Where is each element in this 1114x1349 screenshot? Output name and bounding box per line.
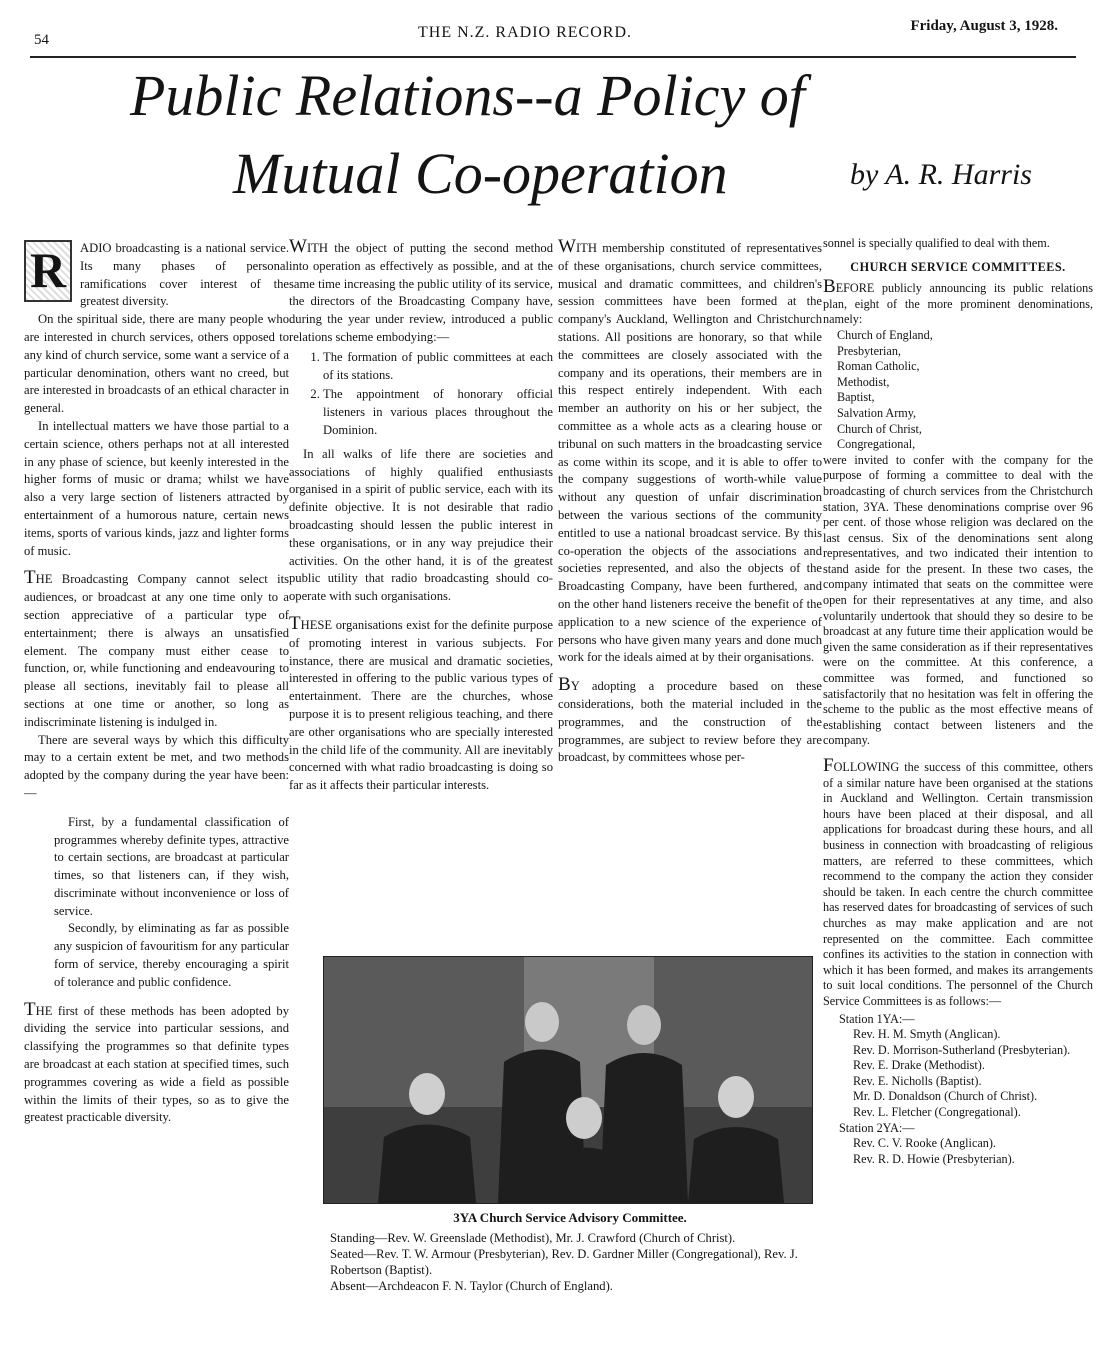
- list-item: Presbyterian,: [837, 343, 901, 358]
- list-item: Mr. D. Donaldson (Church of Christ).: [853, 1089, 1038, 1104]
- paragraph: THESE organisations exist for the definite purpose of promoting interest in various subjects. For instance, there are musical and dramatic societies, interested in offering to the public various types of entertainment. There are the churches, whose purpose it is to present religious teaching, and there are other organisations who are specially interested in the child life of the community. All are inevitably concerned with what radio broadcasting is doing so far as it affects their particular interests.: [289, 612, 553, 793]
- list-item: Baptist,: [837, 390, 875, 405]
- paragraph: BY adopting a procedure based on these considerations, both the material included in the programmes, and the construction of the programmes, are subject to review before they are broadcast, by committees whose per-: [558, 674, 822, 765]
- headline-line-2: Mutual Co-operation: [233, 141, 728, 206]
- issue-date: Friday, August 3, 1928.: [910, 18, 1058, 34]
- list-item: Rev. E. Drake (Methodist).: [853, 1058, 985, 1073]
- list-item: Rev. R. D. Howie (Presbyterian).: [853, 1151, 1015, 1166]
- paragraph: In intellectual matters we have those partial to a certain science, others perhaps not at all interested in any phase of science, but keenly interested in the higher forms of music or drama; whilst we have also a very large section of listeners attracted by entertainment of a humorous nature, certain news items, sports of various kinds, jazz and lighter forms of music.: [24, 418, 289, 558]
- paragraph: THE first of these methods has been adopted by dividing the service into particular sessions, and classifying the programmes so that definite types are broadcast at each station at specified times, such programmes covering as wide a field as possible within the limits of their types, so as to give the greatest practicable diversity.: [24, 998, 289, 1125]
- photo-caption: [330, 1230, 810, 1294]
- paragraph: WITH the object of putting the second method into operation as effectively as possible, and at the same time increasing the public utility of its service, the directors of the Broadcasting Company have, during the year under review, introduced a public relations scheme embodying:—: [289, 236, 553, 344]
- list-item: Rev. D. Morrison-Sutherland (Presbyterian).: [853, 1042, 1071, 1057]
- list-item: Rev. C. V. Rooke (Anglican).: [853, 1136, 996, 1151]
- photo-caption-title: 3YA Church Service Advisory Committee.: [453, 1210, 687, 1225]
- paragraph: WITH membership constituted of representatives of these organisations, church service committees, musical and dramatic committees, and children's session committees have been formed at the company's Auckland, Wellington and Christchurch stations. All positions are honorary, so that while the committees are closely associated with the company and its operations, their members are in this respect entirely independent. With each member an authority on his or her subject, the committee as a whole acts as a clearing house or tribunal on such matters in the broadcasting service as come within its scope, and it is able to offer to the company suggestions of worth-while value without any question of unfair discrimination between the various sections of the community entitled to use a national broadcast service. By this co-operation the objects of the associations and societies represented, and also the objects of the Broadcasting Company, have been furthered, and on the other hand listeners receive the benefit of the application to a new science of the experience of persons who have given many years and done much work for the ideals aimed at by their organisations.: [558, 236, 822, 665]
- list-item: Congregational,: [837, 437, 916, 452]
- paragraph: Secondly, by eliminating as far as possible any suspicion of favouritism for any particular form of service, thereby encouraging a spirit of tolerance and public confidence.: [54, 921, 289, 989]
- caption-standing: Standing—Rev. W. Greenslade (Methodist), Mr. J. Crawford (Church of Christ).: [330, 1231, 736, 1245]
- paragraph: sonnel is specially qualified to deal with them.: [823, 236, 1050, 250]
- section-heading: CHURCH SERVICE COMMITTEES.: [850, 259, 1066, 274]
- column-1: [24, 240, 289, 1127]
- station-label: Station 2YA:—: [839, 1120, 915, 1135]
- station-1ya-list: [853, 1027, 1093, 1121]
- paragraph: In all walks of life there are societies and associations of highly qualified enthusiasts organised in a spirit of public service, each with its definite objective. It is not desirable that radio broadcasting should lessen the public interest in these organisations, or in any way prejudice their activities. On the other hand, it is of the greatest public utility that radio broadcasting should co-operate with such organisations.: [289, 446, 553, 604]
- station-label: Station 1YA:—: [839, 1011, 915, 1026]
- list-item: Rev. H. M. Smyth (Anglican).: [853, 1027, 1001, 1042]
- page-number: 54: [34, 32, 49, 48]
- column-4: [823, 236, 1093, 1167]
- caption-seated: Seated—Rev. T. W. Armour (Presbyterian), Rev. D. Gardner Miller (Congregational), Rev. J. Robertson (Baptist).: [330, 1247, 798, 1277]
- publication-name: THE N.Z. RADIO RECORD.: [418, 24, 632, 41]
- page-header: [0, 18, 1114, 48]
- list-item: Church of England,: [837, 327, 933, 342]
- paragraph: First, by a fundamental classification of programmes whereby definite types, attractive to certain sections, are broadcast at particular times, so that listeners can, if they wish, discriminate without inconvenience or loss of service.: [54, 814, 289, 918]
- paragraph: BEFORE publicly announcing its public relations plan, eight of the more prominent denominations, namely:: [823, 276, 1093, 327]
- column-3: [558, 236, 822, 767]
- list-item: Rev. L. Fletcher (Congregational).: [853, 1105, 1021, 1120]
- header-rule: [30, 56, 1076, 58]
- list-item: Methodist,: [837, 374, 890, 389]
- list-item: 2. The appointment of honorary official listeners in various places throughout the Dominion.: [323, 386, 553, 439]
- station-2ya-list: [853, 1136, 1093, 1167]
- byline: by A. R. Harris: [850, 158, 1032, 191]
- paragraph: were invited to confer with the company for the purpose of forming a committee to deal with the broadcasting of church services from the Christchurch station, 3YA. These denominations comprise over 96 per cent. of those whose religion was declared on the last census. Six of the denominations sent along representatives, and two indicated their intention to stand aside for the present. In these two cases, the company intimated that seats on the committee were open for their representatives at any time, and also voluntarily undertook that should they so desire to be broadcast at any future time their application would be given the same consideration as if their representatives were on the committee. At this conference, a committee was formed, and functioned so satisfactorily that no hesitation was felt in offering the scheme to the public as the most effective means of establishing contact between listeners and the company.: [823, 452, 1093, 748]
- numbered-list: [289, 349, 553, 440]
- list-item: 1. The formation of public committees at each of its stations.: [323, 349, 553, 385]
- denomination-list: [837, 328, 1093, 453]
- list-item: Church of Christ,: [837, 421, 922, 436]
- paragraph: FOLLOWING the success of this committee, others of a similar nature have been organised at the stations in Auckland and Wellington. Certain transmission hours have been placed at their disposal, and all applications for broadcast during these hours, and all business in connection with broadcasting of religious matters, are referred to these committees, which recommend to the company the action they consider should be taken. In each centre the church committee has reserved dates for broadcasting of services of such churches as may make application and are not represented on the committee. Each committee confines its activities to the station in connection with which it has been formed, and makes its arrangements to suit local conditions. The personnel of the Church Service Committees is as follows:—: [823, 755, 1093, 1008]
- paragraph: On the spiritual side, there are many people who are interested in church services, others opposed to any kind of church service, some want a service of a particular denomination, others want no creed, but are interested in broadcasts of an ethical character in general.: [24, 312, 289, 416]
- list-item: Salvation Army,: [837, 405, 917, 420]
- drop-cap: R: [24, 240, 72, 302]
- committee-photo: [323, 956, 813, 1204]
- caption-absent: Absent—Archdeacon F. N. Taylor (Church of England).: [330, 1279, 613, 1293]
- headline-line-1: Public Relations--a Policy of: [130, 63, 805, 128]
- list-item: Rev. E. Nicholls (Baptist).: [853, 1073, 982, 1088]
- list-item: Roman Catholic,: [837, 359, 920, 374]
- column-2: [289, 236, 553, 795]
- paragraph: R ADIO broadcasting is a national service. Its many phases of personal ramifications cover interest of the greatest diversity.: [24, 240, 289, 311]
- paragraph: THE Broadcasting Company cannot select its audiences, or broadcast at any one time only to a section appreciative of a particular type of entertainment; there is always an unsatisfied element. The company must either cease to function, or, while functioning and endeavouring to please all sections, inevitably fail to please all sections at one time or another, so long as indiscriminate listening is indulged in.: [24, 567, 289, 729]
- paragraph: There are several ways by which this difficulty may to a certain extent be met, and two methods adopted by the company during the year have been:—: [24, 732, 289, 800]
- committee-photo-illustration: [324, 957, 812, 1203]
